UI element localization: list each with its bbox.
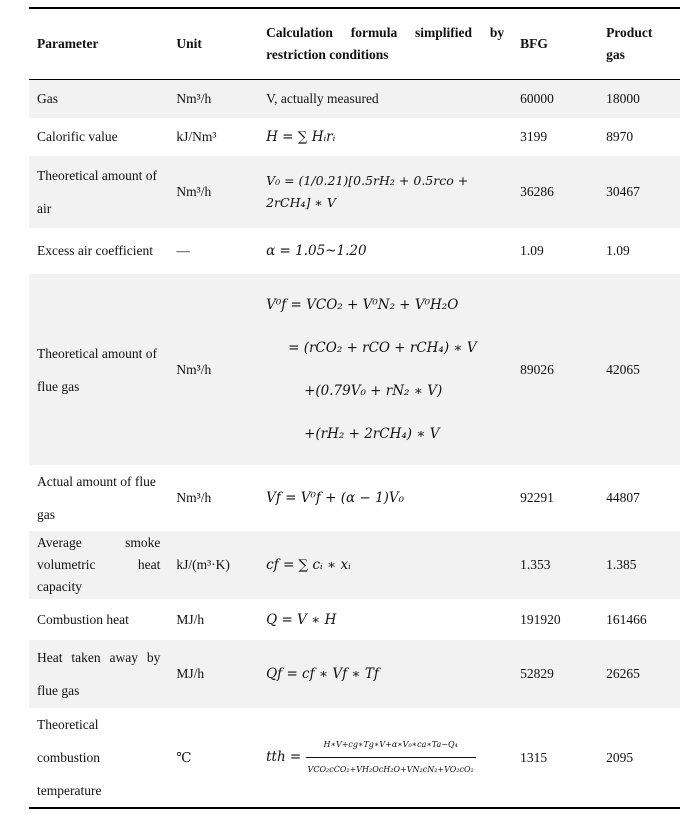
cell-unit: kJ/(m³·K) (168, 531, 258, 599)
cell-bfg: 1.09 (512, 228, 598, 274)
table-row (29, 465, 680, 531)
cell-parameter: Theoretical combustion temperature (29, 708, 168, 808)
table-row (29, 640, 680, 708)
table-header-row (29, 8, 680, 79)
cell-formula: V, actually measured (258, 79, 512, 118)
cell-unit: Nm³/h (168, 465, 258, 531)
cell-formula: Vf = V⁰f + (α − 1)V₀ (258, 465, 512, 531)
header-unit: Unit (176, 35, 202, 51)
formula-denominator: VCO₂cCO₂+VH₂OcH₂O+VN₂cN₂+VO₂cO₂ (307, 765, 474, 774)
formula-line: V⁰f = VCO₂ + V⁰N₂ + V⁰H₂O (266, 296, 459, 313)
cell-parameter: Average smoke volumetric heat capacity (29, 531, 168, 599)
table-row (29, 274, 680, 465)
cell-bfg: 52829 (512, 640, 598, 708)
header-product-gas: Product gas (606, 24, 653, 62)
cell-unit: MJ/h (168, 640, 258, 708)
cell-parameter: Calorific value (29, 118, 168, 156)
cell-product: 1.09 (598, 228, 680, 274)
table-row (29, 531, 680, 599)
cell-formula: Qf = cf ∗ Vf ∗ Tf (258, 640, 512, 708)
cell-product: 2095 (598, 708, 680, 808)
cell-formula: cf = ∑ cᵢ ∗ xᵢ (258, 531, 512, 599)
cell-bfg: 1.353 (512, 531, 598, 599)
cell-unit: ℃ (168, 708, 258, 808)
cell-bfg: 92291 (512, 465, 598, 531)
cell-parameter: Excess air coefficient (29, 228, 168, 274)
formula-fraction (306, 734, 476, 781)
cell-parameter: Theoretical amount of flue gas (29, 274, 168, 465)
formula-line: +(0.79V₀ + rN₂ ∗ V) (304, 382, 443, 399)
table-row (29, 228, 680, 274)
cell-unit: MJ/h (168, 599, 258, 640)
cell-product: 30467 (598, 156, 680, 228)
cell-formula: H = ∑ Hᵢrᵢ (258, 118, 512, 156)
cell-bfg: 191920 (512, 599, 598, 640)
cell-parameter: Gas (29, 79, 168, 118)
cell-formula: α = 1.05~1.20 (258, 228, 512, 274)
cell-product: 161466 (598, 599, 680, 640)
table-row (29, 708, 680, 808)
cell-unit: — (168, 228, 258, 274)
formula-line: +(rH₂ + 2rCH₄) ∗ V (304, 425, 440, 442)
cell-bfg: 89026 (512, 274, 598, 465)
formula-lhs: tth = (266, 749, 302, 765)
cell-unit: kJ/Nm³ (168, 118, 258, 156)
cell-unit: Nm³/h (168, 79, 258, 118)
table-row (29, 156, 680, 228)
cell-product: 1.385 (598, 531, 680, 599)
cell-product: 18000 (598, 79, 680, 118)
cell-product: 8970 (598, 118, 680, 156)
parameters-table (29, 7, 680, 809)
cell-product: 26265 (598, 640, 680, 708)
cell-formula-fraction (258, 708, 512, 808)
cell-formula-multiline (258, 274, 512, 465)
header-bfg: BFG (520, 35, 548, 51)
cell-product: 44807 (598, 465, 680, 531)
formula-numerator: H∗V+cg∗Tg∗V+α∗V₀∗ca∗Ta−Q₄ (306, 734, 476, 758)
table-row (29, 599, 680, 640)
cell-parameter: Theoretical amount of air (29, 156, 168, 228)
table-row (29, 118, 680, 156)
cell-formula: V₀ = (1/0.21)[0.5rH₂ + 0.5rco + 2rCH₄] ∗ V (258, 156, 512, 228)
cell-bfg: 60000 (512, 79, 598, 118)
header-formula: Calculation formula simplified by restriction conditions (266, 24, 505, 62)
formula-line: = (rCO₂ + rCO + rCH₄) ∗ V (288, 339, 477, 356)
cell-unit: Nm³/h (168, 274, 258, 465)
cell-unit: Nm³/h (168, 156, 258, 228)
cell-bfg: 36286 (512, 156, 598, 228)
cell-parameter: Heat taken away by flue gas (29, 640, 168, 708)
cell-formula: Q = V ∗ H (258, 599, 512, 640)
cell-bfg: 3199 (512, 118, 598, 156)
cell-parameter: Actual amount of flue gas (29, 465, 168, 531)
cell-product: 42065 (598, 274, 680, 465)
table-row (29, 79, 680, 118)
header-parameter: Parameter (37, 35, 99, 51)
cell-bfg: 1315 (512, 708, 598, 808)
cell-parameter: Combustion heat (29, 599, 168, 640)
